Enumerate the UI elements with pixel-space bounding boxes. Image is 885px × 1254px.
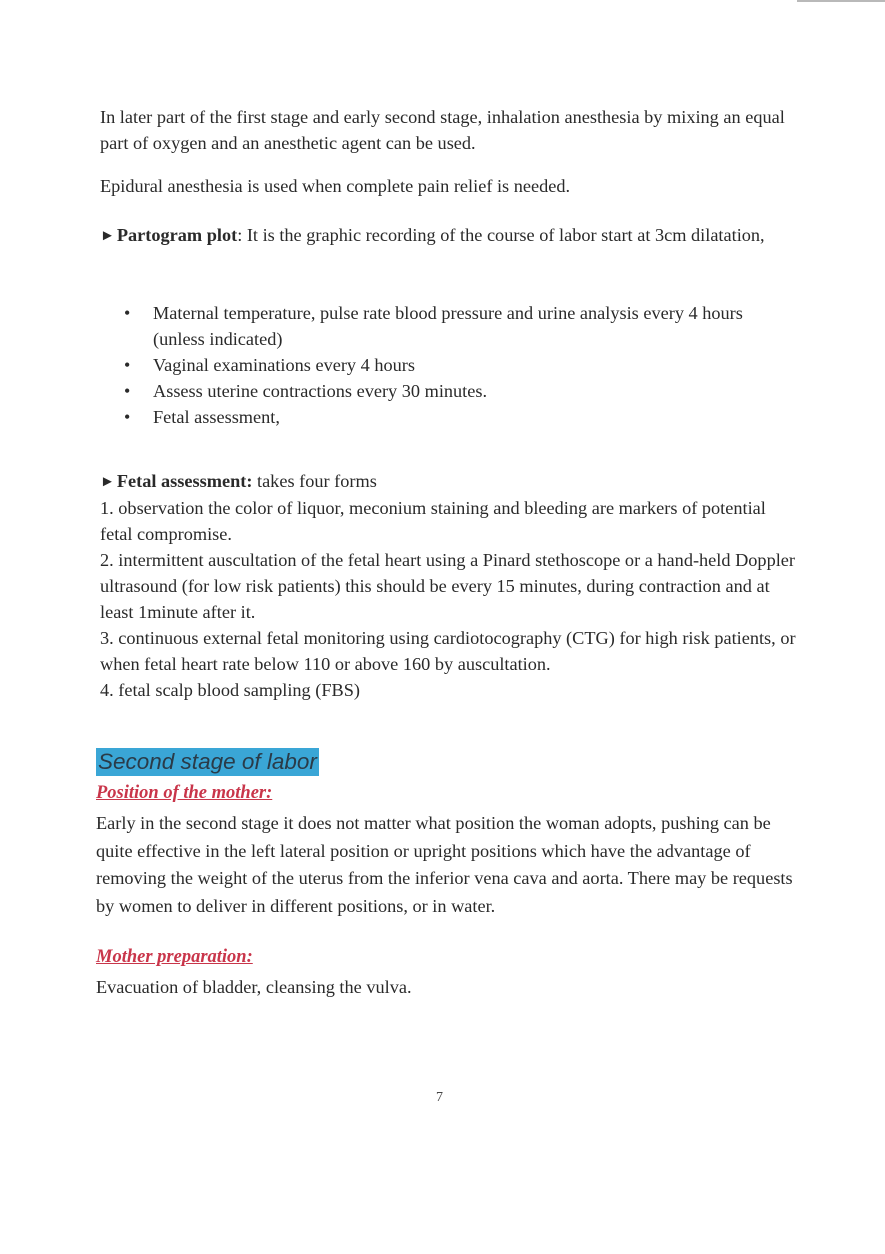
paragraph-partogram bbox=[100, 220, 800, 251]
section-heading-second-stage: Second stage of labor bbox=[98, 749, 317, 774]
list-item: • Vaginal examinations every 4 hours bbox=[100, 352, 790, 378]
partogram-label: Partogram plot bbox=[116, 225, 238, 245]
partogram-text: : It is the graphic recording of the course of labor start at 3cm dilatation, bbox=[237, 225, 765, 245]
paragraph-epidural: Epidural anesthesia is used when complete pain relief is needed. bbox=[100, 176, 571, 196]
partogram-bullet-list bbox=[100, 300, 790, 430]
fetal-assessment-item: 4. fetal scalp blood sampling (FBS) bbox=[100, 680, 360, 700]
subheading-position-of-mother: Position of the mother: bbox=[96, 783, 273, 803]
fetal-assessment-label: Fetal assessment: bbox=[116, 471, 253, 491]
page-number: 7 bbox=[436, 1090, 443, 1105]
fetal-assessment-item: 2. intermittent auscultation of the fetal heart using a Pinard stethoscope or a hand-held Doppler ultrasound (for low risk patients) this should be every 15 minutes, during contraction and at least 1minute after it. bbox=[100, 550, 795, 622]
list-item: • Assess uterine contractions every 30 minutes. bbox=[100, 378, 790, 404]
fetal-assessment-intro bbox=[100, 468, 800, 495]
arrow-icon: ► bbox=[100, 474, 115, 490]
arrow-icon: ► bbox=[100, 228, 115, 244]
fetal-assessment-section bbox=[100, 468, 800, 703]
scan-edge-line bbox=[797, 0, 885, 2]
paragraph-position-of-mother: Early in the second stage it does not matter what position the woman adopts, pushing can be quite effective in the left lateral position or upright positions which have the advantage of removing the weight of the uterus from the inferior vena cava and aorta. There may be requests by women to deliver in different positions, or in water. bbox=[96, 813, 793, 916]
subheading-mother-preparation: Mother preparation: bbox=[96, 947, 253, 967]
list-item: • Fetal assessment, bbox=[100, 404, 790, 430]
paragraph-mother-preparation: Evacuation of bladder, cleansing the vulva. bbox=[96, 977, 412, 997]
fetal-assessment-item: 1. observation the color of liquor, meconium staining and bleeding are markers of potential fetal compromise. bbox=[100, 498, 766, 544]
list-item: • Maternal temperature, pulse rate blood pressure and urine analysis every 4 hours (unless indicated) bbox=[100, 300, 790, 352]
fetal-assessment-item: 3. continuous external fetal monitoring using cardiotocography (CTG) for high risk patients, or when fetal heart rate below 110 or above 160 by auscultation. bbox=[100, 628, 796, 674]
paragraph-inhalation: In later part of the first stage and early second stage, inhalation anesthesia by mixing an equal part of oxygen and an anesthetic agent can be used. bbox=[100, 107, 785, 153]
fetal-assessment-intro-text: takes four forms bbox=[252, 471, 377, 491]
